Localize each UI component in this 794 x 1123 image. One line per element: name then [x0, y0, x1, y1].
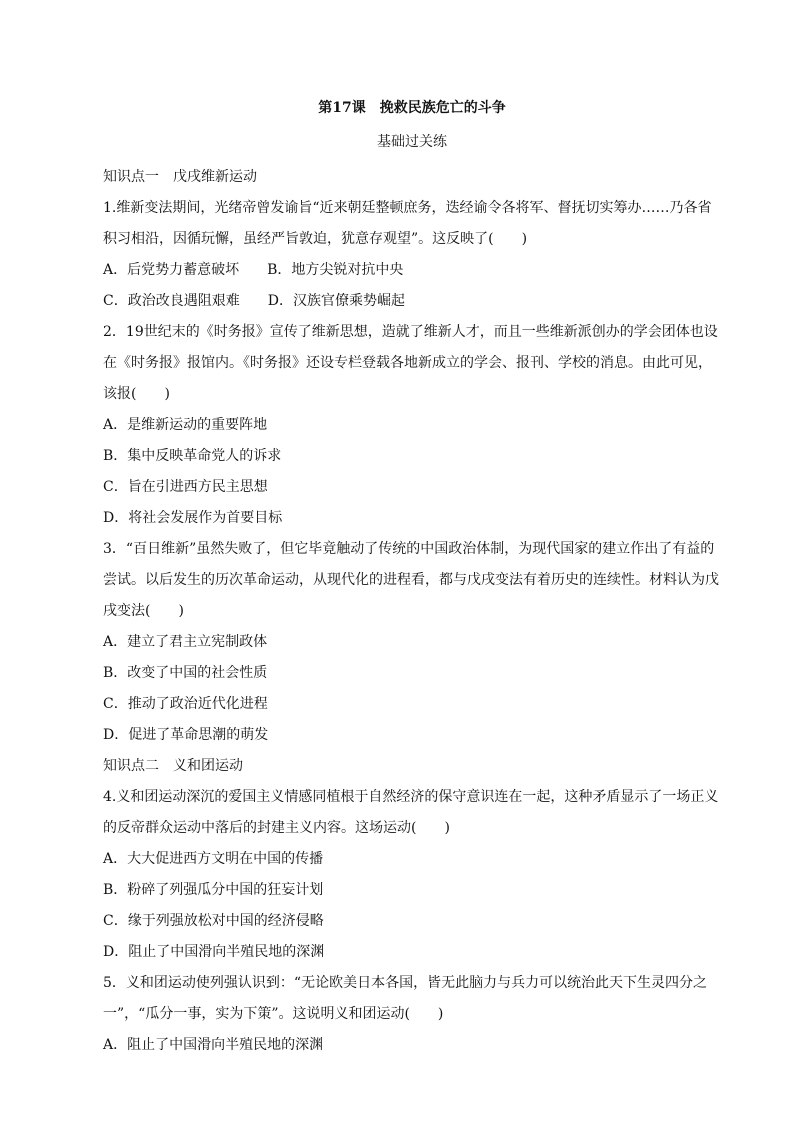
question-stem: 2．19世纪末的《时务报》宣传了维新思想，造就了维新人才，而且一些维新派创办的学会团体也设在《时务报》报馆内。《时务报》还设专栏登载各地新成立的学会、报刊、学校的消息。由此可见，该报( ) — [103, 324, 718, 402]
question-stem: 1.维新变法期间，光绪帝曾发谕旨“近来朝廷整顿庶务，迭经谕令各将军、督抚切实筹办……乃各省积习相沿，因循玩懈，虽经严旨敦迫，犹意存观望”。这反映了( ) — [103, 200, 712, 247]
option-c: C．旨在引进西方民主思想 — [103, 479, 268, 495]
option-d: D．将社会发展作为首要目标 — [103, 510, 283, 526]
question-stem: 5．义和团运动使列强认识到：“无论欧美日本各国，皆无此脑力与兵力可以统治此天下生灵四分之一”，“瓜分一事，实为下策”。这说明义和团运动( ) — [103, 975, 708, 1022]
option-c: C．缘于列强放松对中国的经济侵略 — [103, 913, 324, 929]
knowledge-point-heading: 知识点二 义和团运动 — [103, 758, 243, 774]
question-stem: 4.义和团运动深沉的爱国主义情感同植根于自然经济的保守意识连在一起，这种矛盾显示了一场正义的反帝群众运动中落后的封建主义内容。这场运动( ) — [103, 789, 719, 836]
option-c: C．推动了政治近代化进程 — [103, 696, 268, 712]
option-d: D．汉族官僚乘势崛起 — [267, 293, 405, 309]
question-4 — [103, 782, 721, 968]
knowledge-point-heading: 知识点一 戊戌维新运动 — [103, 169, 257, 185]
question-stem: 3．“百日维新”虽然失败了，但它毕竟触动了传统的中国政治体制，为现代国家的建立作出了有益的尝试。以后发生的历次革命运动，从现代化的进程看，都与戊戌变法有着历史的连续性。材料认为戊戌变法( ) — [103, 541, 719, 619]
option-b: B．集中反映革命党人的诉求 — [103, 448, 282, 464]
option-b: B．改变了中国的社会性质 — [103, 665, 268, 681]
option-b: B．粉碎了列强瓜分中国的狂妄计划 — [103, 882, 324, 898]
option-d: D．阻止了中国滑向半殖民地的深渊 — [103, 944, 325, 960]
question-2 — [103, 317, 721, 534]
question-5 — [103, 968, 721, 1061]
option-d: D．促进了革命思潮的萌发 — [103, 727, 269, 743]
section-subtitle: 基础过关练 — [377, 134, 447, 150]
option-a: A．后党势力蓄意破坏 — [103, 262, 240, 278]
option-a: A．是维新运动的重要阵地 — [103, 417, 268, 433]
option-c: C．政治改良遇阻艰难 — [103, 293, 240, 309]
worksheet-page — [103, 98, 721, 1061]
lesson-title: 第17课 挽救民族危亡的斗争 — [318, 100, 506, 116]
option-a: A．建立了君主立宪制政体 — [103, 634, 268, 650]
option-b: B．地方尖锐对抗中央 — [267, 262, 404, 278]
option-a: A．阻止了中国滑向半殖民地的深渊 — [103, 1037, 324, 1053]
option-row — [103, 255, 721, 286]
question-3 — [103, 534, 721, 751]
question-1 — [103, 193, 721, 317]
option-row — [103, 286, 721, 317]
option-a: A．大大促进西方文明在中国的传播 — [103, 851, 324, 867]
